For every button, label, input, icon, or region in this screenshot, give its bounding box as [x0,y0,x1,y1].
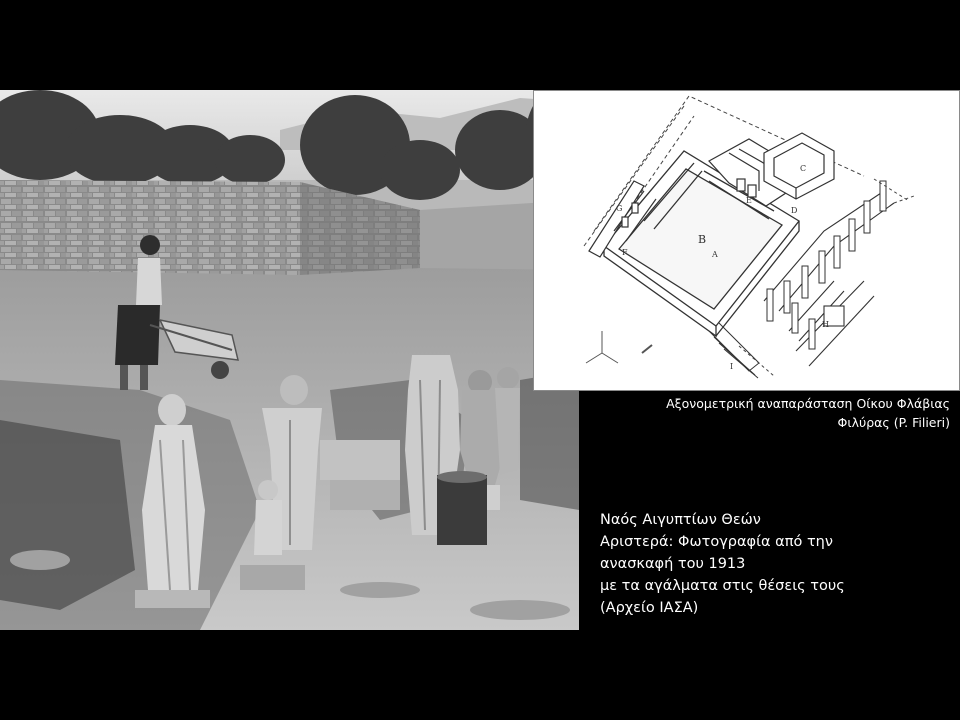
plan-caption-line-1: Αξονομετρική αναπαράσταση Οίκου Φλάβιας [666,396,950,411]
plan-label-b: B [698,233,707,246]
caption-line-5: (Αρχείο ΙΑΣΑ) [600,600,699,616]
caption-title: Ναός Αιγυπτίων Θεών [600,512,761,528]
compass-icon [586,331,618,363]
column-base [437,471,487,545]
plan-label-i: I [730,362,734,371]
plan-label-a: A [712,250,718,259]
plan-caption-line-2: Φιλύρας (P. Filieri) [837,415,950,430]
statue-pair-right [460,367,520,485]
plan-label-h: H [822,320,829,329]
main-caption [600,509,950,619]
axonometric-plan [533,90,960,391]
plan-caption [570,394,950,432]
plan-label-f: F [622,248,628,257]
caption-line-4: με τα αγάλματα στις θέσεις τους [600,578,845,594]
caption-line-3: ανασκαφή του 1913 [600,556,746,572]
plan-label-c: C [800,164,807,173]
plan-label-e: E [746,196,752,205]
caption-line-2: Αριστερά: Φωτογραφία από την [600,534,833,550]
excavation-photo [0,90,579,630]
plan-label-d: D [791,206,798,215]
statue-small-figure [254,480,282,555]
plan-label-g: G [616,204,623,213]
